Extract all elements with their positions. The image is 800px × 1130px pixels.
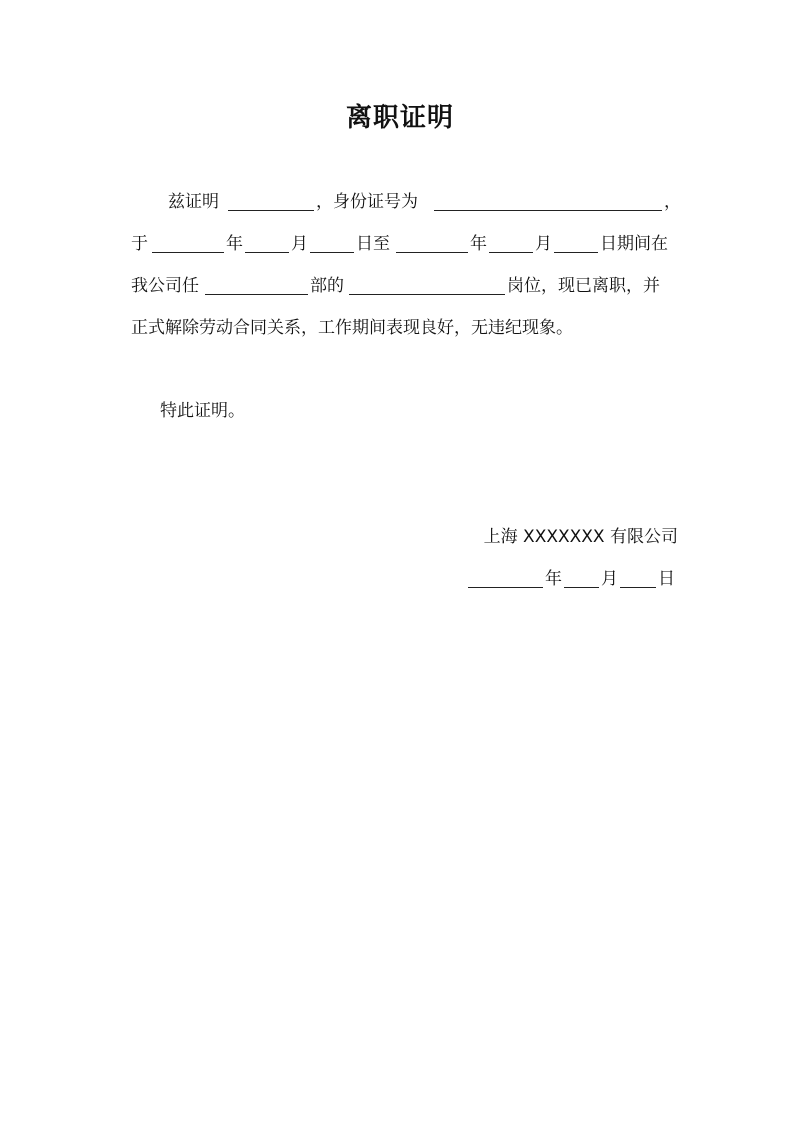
body-line-2 [0, 229, 800, 259]
closing-line [0, 396, 800, 426]
blank-position[interactable] [349, 271, 505, 301]
text-day-period: 日期间在 [600, 234, 668, 254]
text-sign-year: 年 [545, 569, 562, 589]
text-sign-month: 月 [601, 569, 618, 589]
text-position-resigned: 岗位，现已离职，并 [507, 276, 660, 296]
text-month-start: 月 [291, 234, 308, 254]
signature-company-line [0, 522, 800, 552]
text-day-to: 日至 [356, 234, 390, 254]
text-sign-day: 日 [658, 569, 675, 589]
text-department: 部的 [310, 276, 344, 296]
text-certify: 兹证明 [168, 192, 219, 212]
blank-start-month[interactable] [245, 229, 289, 259]
signature-date-line [0, 564, 800, 594]
text-month-end: 月 [535, 234, 552, 254]
body-line-4 [0, 313, 800, 343]
text-year-end: 年 [470, 234, 487, 254]
blank-end-month[interactable] [489, 229, 533, 259]
blank-end-day[interactable] [554, 229, 598, 259]
text-from: 于 [131, 234, 148, 254]
body-line-1 [0, 187, 800, 217]
text-id-number: ，身份证号为 [316, 192, 418, 212]
text-closing: 特此证明。 [160, 401, 245, 421]
blank-department[interactable] [205, 271, 308, 301]
document-title: 离职证明 [345, 103, 454, 133]
blank-name[interactable] [228, 187, 314, 217]
text-contract-terminated: 正式解除劳动合同关系，工作期间表现良好，无违纪现象。 [131, 318, 573, 338]
blank-start-day[interactable] [310, 229, 354, 259]
blank-sign-year[interactable] [468, 564, 543, 594]
blank-id-number[interactable] [434, 187, 662, 217]
blank-sign-day[interactable] [620, 564, 656, 594]
signature-company: 上海 XXXXXXX 有限公司 [483, 527, 678, 547]
text-year-start: 年 [226, 234, 243, 254]
body-line-3 [0, 271, 800, 301]
blank-start-year[interactable] [152, 229, 224, 259]
blank-sign-month[interactable] [564, 564, 599, 594]
text-comma: ， [664, 192, 681, 212]
blank-end-year[interactable] [396, 229, 468, 259]
text-company-role: 我公司任 [131, 276, 199, 296]
